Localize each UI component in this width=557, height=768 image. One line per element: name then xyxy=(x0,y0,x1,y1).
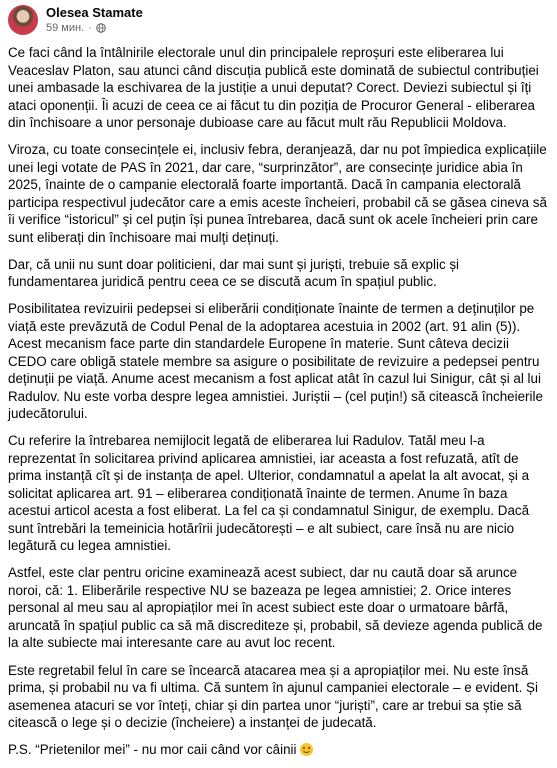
post-paragraph: Viroza, cu toate consecințele ei, inclusiv febra, deranjează, dar nu pot împiedica explicațiile unei legi votate de PAS în 2021, dar care, “surprinzător”, are consecințe juridice abia în 2025, înainte de o campanie electorală foarte importantă. Dacă în campania electorală participa respectivul judecător care a emis aceste încheieri, probabil că se găsea cineva să îi verifice “istoricul” și cel puțin își punea întrebarea, dacă sunt ok acele încheieri prin care sunt eliberați din închisoare mai mulți deținuți. xyxy=(8,142,547,245)
meta-separator: · xyxy=(88,22,92,34)
post-ps xyxy=(8,741,550,759)
post-meta xyxy=(46,5,143,35)
post-paragraph: Posibilitatea revizuirii pedepsei si eliberării condiționate înainte de termen a deținuților pe viață este prevăzută de Codul Penal de la adoptarea acestuia in 2002 (art. 91 alin (5)). Acest mecanism face parte din standardele Europene în materie. Sunt câteva decizii CEDO care obligă statele membre sa asigure o posibilitate de revizuire a pedepsei pentru deținuții pe viață. Anume acest mecanism a fost aplicat atât în cazul lui Sinigur, cât și al lui Radulov. Nu este vorba despre legea amnistiei. Juriștii – (cel puțin!) să citească încheierile judecătorului. xyxy=(8,301,543,422)
post-paragraph: Este regretabil felul în care se încearcă atacarea mea și a apropiaților mei. Nu este însă prima, și probabil nu va fi ultima. Că suntem în ajunul campaniei electorale – e evident. Și asemenea atacuri se vor înteți, chiar și din partea unor “juriști”, care ar trebui sa știe să citească o lege și o decizie (încheiere) a instanței de judecată. xyxy=(8,662,538,731)
post-ps-text: P.S. “Prietenilor mei” - nu mor caii când vor câinii xyxy=(8,742,297,758)
post-subline xyxy=(46,21,143,35)
author-avatar[interactable] xyxy=(8,5,38,35)
post-time[interactable]: 59 мин. xyxy=(46,22,85,34)
post-body xyxy=(8,44,550,768)
globe-icon[interactable] xyxy=(96,23,106,33)
post-header xyxy=(8,0,143,40)
author-name[interactable]: Olesea Stamate xyxy=(46,5,143,20)
smile-emoji-icon xyxy=(300,743,313,756)
post-paragraph: Astfel, este clar pentru oricine examinează acest subiect, dar nu caută doar să arunce noroi, că: 1. Eliberările respective NU se bazeaza pe legea amnistiei; 2. Orice interes personal al meu sau al apropiaților mei în acest subiect este doar o urmatoare bârfă, aruncată în spațiul public ca să mă discrediteze și, probabil, să devieze agenda publică de la alte subiecte mai interesante care au avut loc recent. xyxy=(8,565,543,651)
post-paragraph: Dar, că unii nu sunt doar politicieni, dar mai sunt și juriști, trebuie să explic și fundamentarea juridică pentru ceea ce se discută acum în spațiul public. xyxy=(8,256,460,290)
post-paragraph: Ce faci când la întâlnirile electorale unul din principalele reproșuri este eliberarea lui Veaceslav Platon, sau atunci când discuția publică este dominată de subiectul contribuției unei ambasade la eschivarea de la justiție a unui deputat? Corect. Deviezi subiectul și îți ataci oponenții. Îi acuzi de ceea ce ai făcut tu din poziția de Procuror General - eliberarea din închisoare a unor personaje dubioase care au făcut mult rău Republicii Moldova. xyxy=(8,45,539,130)
post-paragraph: Cu referire la întrebarea nemijlocit legată de eliberarea lui Radulov. Tatăl meu l-a reprezentat în solicitarea privind aplicarea amnistiei, iar aceasta a fost refuzată, atît de prima instanță cît și de instanța de apel. Ulterior, condamnatul a apelat la alt avocat, și a solicitat aplicarea art. 91 – eliberarea condiționată înainte de termen. Anume în baza acestui articol acesta a fost eliberat. La fel ca și condamnatul Sinigur, de exemplu. Dacă sunt întrebări la temeinicia hotărîrii judecătorești – e alt subiect, care însă nu are nicio legătură cu legea amnistiei. xyxy=(8,433,530,554)
